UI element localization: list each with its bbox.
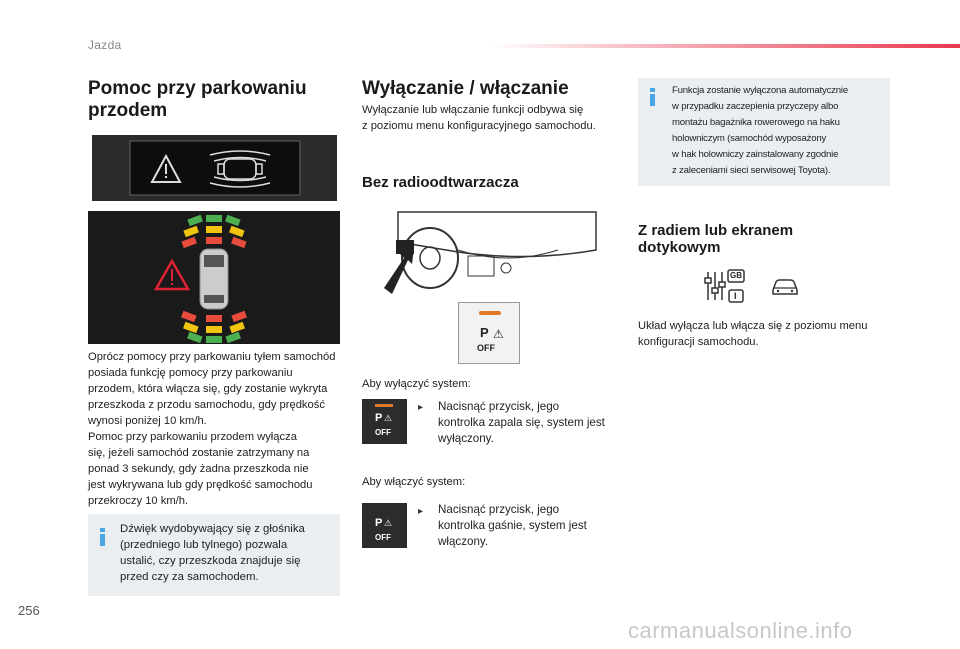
parking-display-illustration bbox=[92, 135, 337, 201]
watermark: carmanualsonline.info bbox=[628, 618, 853, 643]
bullet-icon: ▸ bbox=[418, 402, 424, 413]
right-info-box bbox=[638, 78, 890, 186]
right-info-line: w hak holowniczy zainstalowany zgodnie bbox=[672, 149, 839, 160]
dashboard-image bbox=[378, 210, 598, 296]
left-body-line: Pomoc przy parkowaniu przodem wyłącza bbox=[88, 431, 297, 443]
section-label: Jazda bbox=[88, 38, 122, 52]
enable-text-line: Nacisnąć przycisk, jego bbox=[438, 503, 560, 516]
middle-intro-line: z poziomu menu konfiguracyjnego samochodu. bbox=[362, 120, 596, 132]
left-body bbox=[88, 349, 343, 509]
button-off-label: OFF bbox=[477, 343, 495, 353]
parking-sensor-illustration bbox=[88, 211, 340, 344]
left-title-line2: przodem bbox=[88, 100, 168, 121]
left-body-line: jest wykrywana lub gdy prędkość samochodu bbox=[88, 479, 313, 491]
right-info-line: holowniczym (samochód wyposażony bbox=[672, 133, 827, 144]
indicator-light bbox=[479, 311, 501, 315]
left-title-line1: Pomoc przy parkowaniu bbox=[88, 78, 307, 99]
info-icon bbox=[100, 528, 105, 546]
warning-triangle-icon: ⚠ bbox=[384, 518, 393, 528]
left-body-line: się, jeżeli samochód zostanie zatrzymany na bbox=[88, 447, 310, 459]
left-title bbox=[88, 78, 338, 122]
indicator-light-on bbox=[375, 404, 393, 407]
left-info-line: Dźwięk wydobywający się z głośnika bbox=[120, 523, 305, 535]
left-info-line: przed czy za samochodem. bbox=[120, 571, 259, 583]
bullet-icon: ▸ bbox=[418, 506, 424, 517]
warning-triangle-icon: ⚠ bbox=[384, 413, 393, 423]
enable-text-line: kontrolka gaśnie, system jest bbox=[438, 519, 587, 532]
middle-subtitle: Bez radioodtwarzacza bbox=[362, 174, 519, 191]
left-info-text bbox=[120, 521, 335, 585]
right-info-line: w przypadku zaczepienia przyczepy albo bbox=[672, 101, 839, 112]
right-info-line: montażu bagażnika rowerowego na haku bbox=[672, 117, 840, 128]
gb-label: GB bbox=[730, 271, 742, 280]
right-info-text bbox=[672, 83, 887, 179]
right-body-line: konfiguracji samochodu. bbox=[638, 336, 759, 348]
disable-text-line: Nacisnąć przycisk, jego bbox=[438, 400, 560, 413]
left-body-line: przodem, która włącza się, gdy zostanie wykryta bbox=[88, 383, 328, 395]
left-info-box bbox=[88, 514, 340, 596]
icon-p-label: P bbox=[375, 517, 383, 529]
car-icon bbox=[770, 276, 800, 298]
right-title bbox=[638, 222, 888, 256]
icon-p-label: P bbox=[375, 412, 383, 424]
park-off-icon-off bbox=[362, 503, 407, 548]
parking-display-image bbox=[92, 135, 337, 201]
icon-off-label: OFF bbox=[375, 533, 391, 542]
dashboard-illustration bbox=[378, 210, 598, 296]
enable-text bbox=[438, 502, 628, 550]
i-label: I bbox=[734, 291, 737, 301]
park-off-icon-on bbox=[362, 399, 407, 444]
left-body-line: przekroczy 10 km/h. bbox=[88, 495, 189, 507]
page-number: 256 bbox=[18, 603, 40, 618]
button-p-label: P bbox=[480, 325, 489, 340]
right-body bbox=[638, 318, 893, 350]
right-info-line: Funkcja zostanie wyłączona automatycznie bbox=[672, 85, 848, 96]
info-icon bbox=[650, 88, 655, 106]
left-info-line: (przedniego lub tylnego) pozwala bbox=[120, 539, 288, 551]
middle-intro-line: Wyłączanie lub włączanie funkcji odbywa się bbox=[362, 104, 584, 116]
enable-label: Aby włączyć system: bbox=[362, 476, 466, 488]
right-title-line2: dotykowym bbox=[638, 239, 721, 256]
right-title-line1: Z radiem lub ekranem bbox=[638, 222, 794, 239]
left-body-line: przeszkoda z przodu samochodu, gdy prędkość bbox=[88, 399, 325, 411]
left-body-line: wynosi poniżej 10 km/h. bbox=[88, 415, 207, 427]
disable-text-line: kontrolka zapala się, system jest bbox=[438, 416, 605, 429]
header-accent-line bbox=[490, 44, 960, 48]
enable-text-line: włączony. bbox=[438, 535, 489, 548]
disable-text-line: wyłączony. bbox=[438, 432, 494, 445]
right-info-line: z zaleceniami sieci serwisowej Toyota). bbox=[672, 165, 831, 176]
left-body-line: Oprócz pomocy przy parkowaniu tyłem samochód bbox=[88, 351, 336, 363]
right-body-line: Układ wyłącza lub włącza się z poziomu menu bbox=[638, 320, 868, 332]
parking-sensor-image bbox=[88, 211, 340, 344]
disable-label: Aby wyłączyć system: bbox=[362, 378, 471, 390]
settings-sliders-icon bbox=[704, 268, 746, 304]
left-body-line: posiada funkcję pomocy przy parkowaniu bbox=[88, 367, 293, 379]
middle-title: Wyłączanie / włączanie bbox=[362, 78, 569, 99]
disable-text bbox=[438, 399, 628, 447]
left-info-line: ustalić, czy przeszkoda znajduje się bbox=[120, 555, 301, 567]
icon-off-label: OFF bbox=[375, 428, 391, 437]
warning-triangle-icon: ⚠ bbox=[493, 327, 504, 341]
left-body-line: ponad 3 sekundy, gdy żadna przeszkoda nie bbox=[88, 463, 309, 475]
middle-intro bbox=[362, 102, 622, 134]
park-off-button-illustration bbox=[458, 302, 520, 364]
